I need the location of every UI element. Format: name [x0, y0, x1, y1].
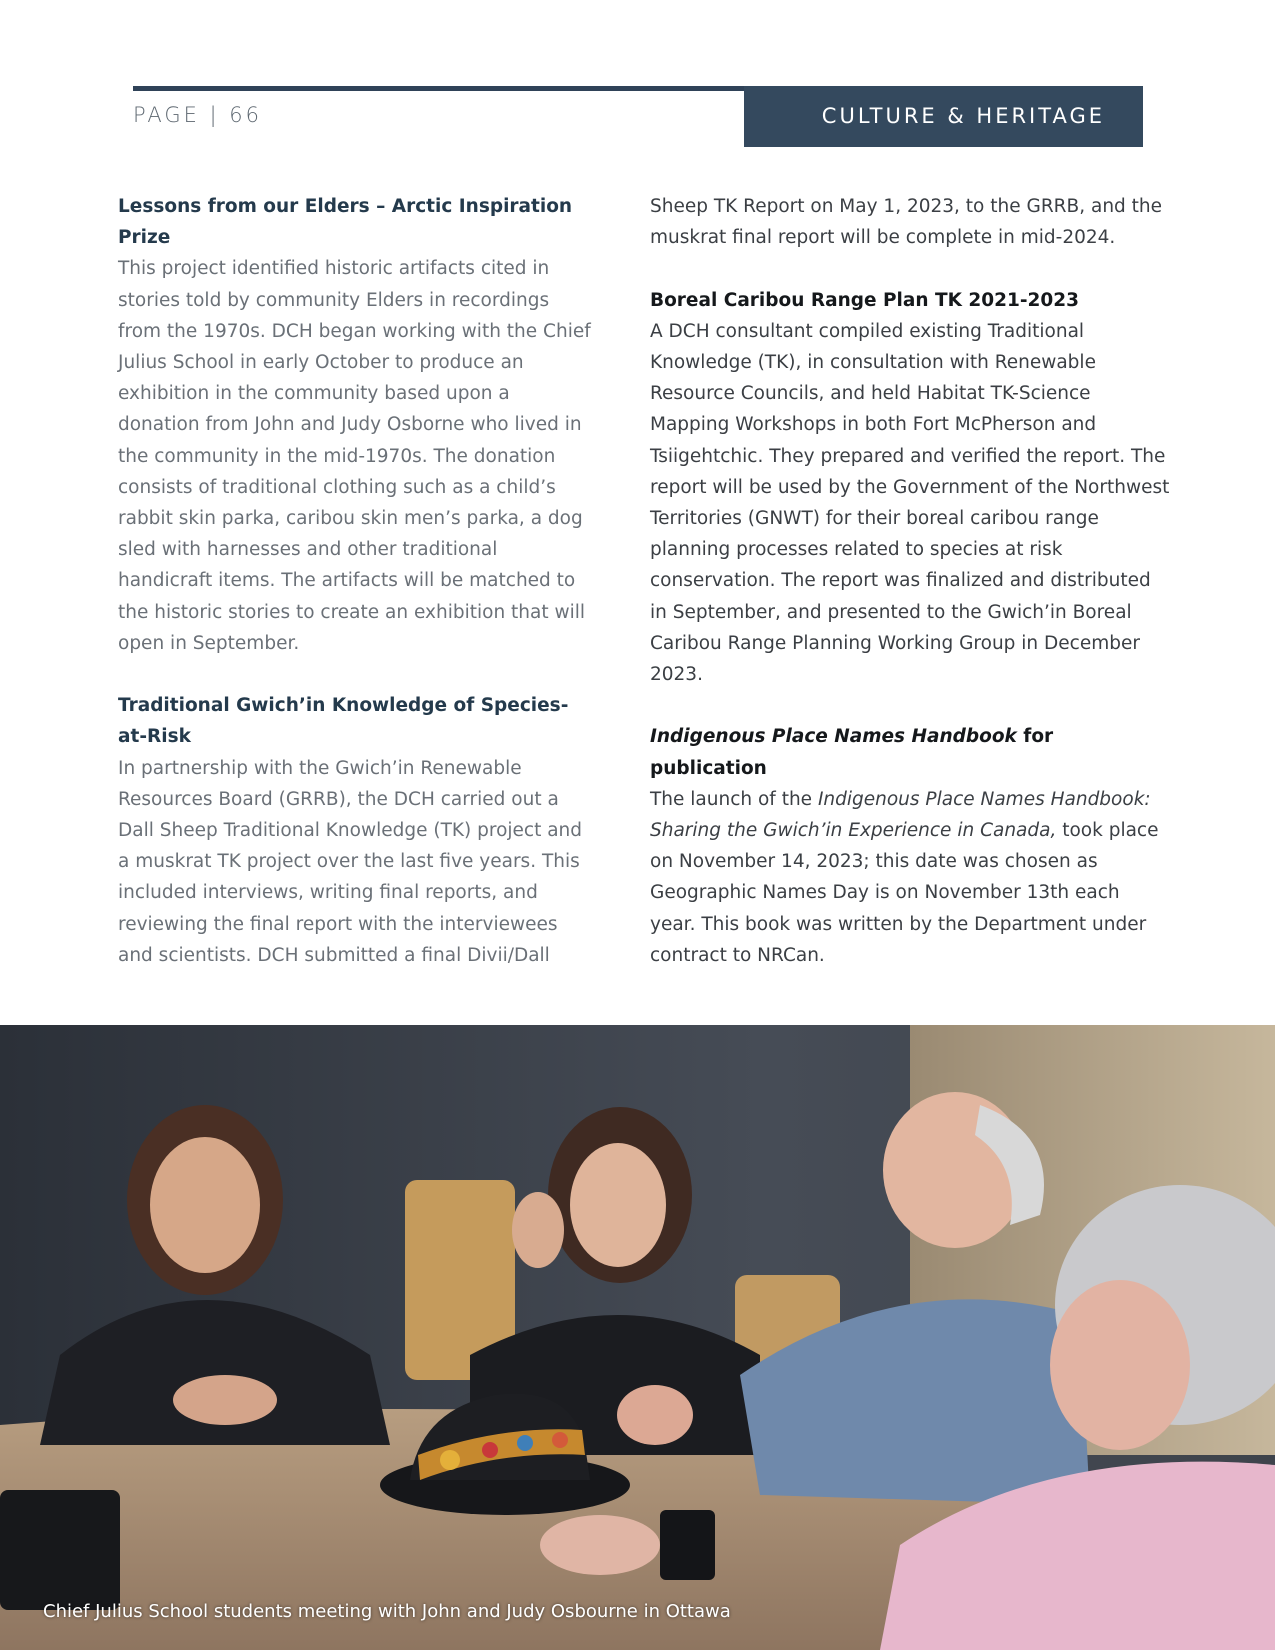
continued-paragraph: Sheep TK Report on May 1, 2023, to the GRRB, and the muskrat final report will be complete in mid-2024.	[650, 196, 1163, 249]
section-heading-elders: Lessons from our Elders – Arctic Inspiration Prize	[118, 196, 573, 249]
section-heading-species: Traditional Gwich’in Knowledge of Species-at-Risk	[118, 695, 569, 748]
left-column	[118, 191, 596, 971]
section-label: CULTURE & HERITAGE	[744, 86, 1143, 147]
photo-caption: Chief Julius School students meeting with John and Judy Osbourne in Ottawa	[43, 1601, 731, 1622]
handbook-body-italic: Indigenous Place Names Handbook: Sharing the Gwich’in Experience in Canada,	[650, 788, 1151, 842]
section-heading-caribou: Boreal Caribou Range Plan TK 2021-2023	[650, 289, 1080, 311]
section-body-caribou: A DCH consultant compiled existing Traditional Knowledge (TK), in consultation with Renewable Resource Councils, and held Habitat TK-Science Mapping Workshops in both Fort McPherson and Tsiigehtchic. They prepared and verified the report. The report will be used by the Government of the Northwest Territories (GNWT) for their boreal caribou range planning processes related to species at risk conservation. The report was finalized and distributed in September, and presented to the Gwich’in Boreal Caribou Range Planning Working Group in December 2023.	[650, 320, 1170, 686]
section-body-elders: This project identified historic artifacts cited in stories told by community Elders in recordings from the 1970s. DCH began working with the Chief Julius School in early October to produce an exhibition in the community based upon a donation from John and Judy Osborne who lived in the community in the mid-1970s. The donation consists of traditional clothing such as a child’s rabbit skin parka, caribou skin men’s parka, a dog sled with harnesses and other traditional handicraft items. The artifacts will be matched to the historic stories to create an exhibition that will open in September.	[118, 258, 591, 654]
right-column	[650, 191, 1170, 971]
meeting-photo	[0, 1025, 1275, 1650]
handbook-body-part2: took place on November 14, 2023; this date was chosen as Geographic Names Day is on November 13th each year. This book was written by the Department under contract to NRCan.	[650, 820, 1159, 966]
section-heading-handbook	[650, 721, 1170, 783]
photo-illustration	[0, 1025, 1275, 1650]
handbook-body-part1: The launch of the	[650, 788, 818, 810]
section-body-species: In partnership with the Gwich’in Renewable Resources Board (GRRB), the DCH carried out a Dall Sheep Traditional Knowledge (TK) project and a muskrat TK project over the last five years. This included interviews, writing final reports, and reviewing the final report with the interviewees and scientists. DCH submitted a final Divii/Dall	[118, 757, 583, 966]
section-body-handbook	[650, 784, 1170, 971]
handbook-title-rest: for publication	[650, 726, 1054, 779]
page-number: PAGE | 66	[133, 103, 263, 127]
handbook-title-italic: Indigenous Place Names Handbook	[650, 726, 1017, 748]
